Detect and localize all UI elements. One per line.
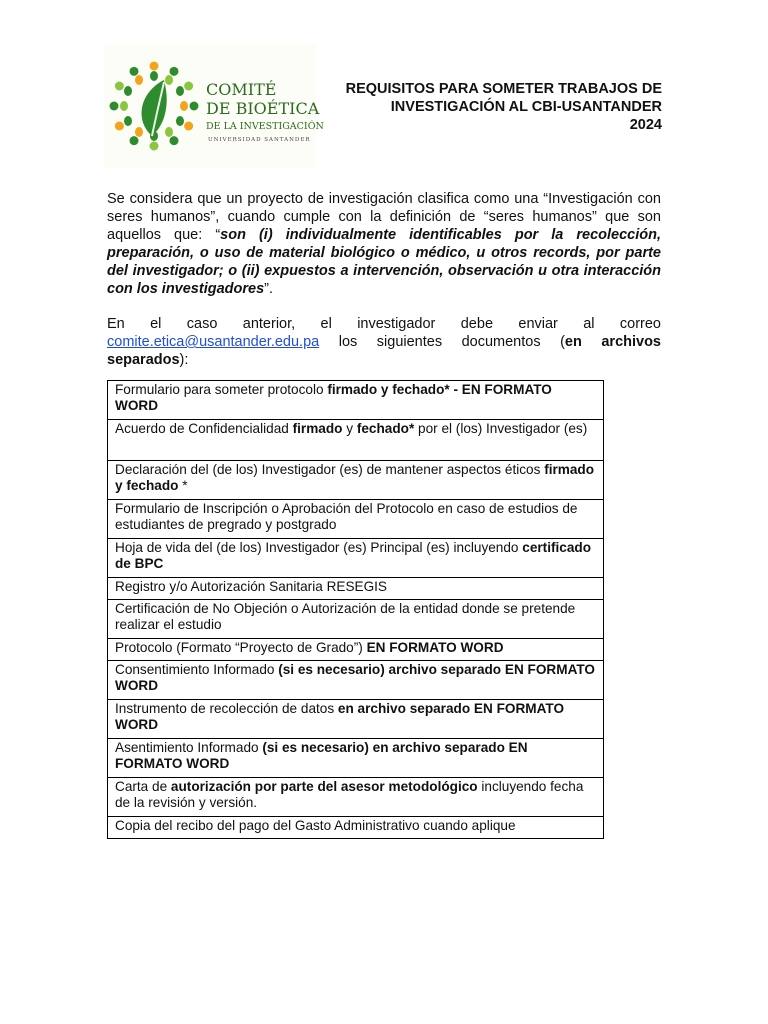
- requirement-cell: [108, 639, 604, 661]
- figure-body-icon: [120, 101, 128, 111]
- intro-paragraph: [107, 190, 661, 298]
- figure-head-icon: [150, 142, 159, 151]
- figure-head-icon: [184, 122, 193, 131]
- figure-body-icon: [135, 75, 143, 85]
- table-row: [108, 600, 604, 639]
- requirement-cell: [108, 778, 604, 817]
- figure-head-icon: [190, 102, 199, 111]
- requirement-cell: [108, 578, 604, 600]
- requirement-text: Acuerdo de Confidencialidad: [115, 421, 293, 436]
- intro-definition-quote: son (i) individualmente identificables por la recolección, preparación, o uso de material biológico o médico, u otros records, por parte del investigador; o (ii) expuestos a intervención, observación u otra interacción con los investigadores: [107, 227, 661, 297]
- requirement-text: Protocolo (Formato “Proyecto de Grado”): [115, 640, 367, 655]
- instruction-bold: en archivos separados: [107, 334, 661, 368]
- intro-text: Se considera que un proyecto de investigación clasifica como una “Investigación con seres humanos”, cuando cumple con la definición de “seres humanos” que son aquellos que: “: [107, 191, 661, 243]
- requirements-table: [107, 380, 604, 839]
- requirement-text: Formulario para someter protocolo: [115, 382, 328, 397]
- table-row: [108, 661, 604, 700]
- figure-head-icon: [115, 82, 124, 91]
- table-row: [108, 420, 604, 461]
- figure-body-icon: [150, 71, 158, 81]
- figure-body-icon: [165, 75, 173, 85]
- logo-title-line2: DE BIOÉTICA: [206, 99, 320, 118]
- figure-body-icon: [135, 127, 143, 137]
- figure-head-icon: [184, 82, 193, 91]
- table-row: [108, 700, 604, 739]
- requirement-text: por el (los) Investigador (es): [414, 421, 588, 436]
- logo-title-line3: DE LA INVESTIGACIÓN: [206, 121, 324, 132]
- email-link[interactable]: comite.etica@usantander.edu.pa: [107, 334, 320, 350]
- requirement-text: Certificación de No Objeción o Autorización de la entidad donde se pretende realizar el estudio: [115, 601, 576, 632]
- table-row: [108, 461, 604, 500]
- title-line-3: 2024: [629, 117, 662, 133]
- requirement-cell: [108, 600, 604, 639]
- requirement-cell: [108, 739, 604, 778]
- figure-body-icon: [180, 101, 188, 111]
- requirement-bold-text: autorización por parte del asesor metodológico: [170, 779, 478, 794]
- committee-logo: [104, 44, 324, 168]
- figure-body-icon: [176, 86, 184, 96]
- logo-title-line1: COMITÉ: [206, 80, 277, 99]
- requirement-cell: [108, 700, 604, 739]
- requirement-bold-text: EN FORMATO WORD: [366, 640, 504, 655]
- figure-head-icon: [130, 136, 139, 145]
- requirement-text: Registro y/o Autorización Sanitaria RESEGIS: [115, 579, 388, 594]
- document-title: [302, 80, 662, 134]
- title-line-2: INVESTIGACIÓN AL CBI-USANTANDER: [390, 99, 662, 115]
- leaf-emblem-icon: [104, 44, 208, 168]
- requirement-bold-text: firmado: [292, 421, 343, 436]
- figure-body-icon: [124, 86, 132, 96]
- instruction-end: ):: [179, 352, 189, 368]
- instruction-text: En el caso anterior, el investigador debe enviar al correo: [107, 316, 661, 332]
- requirement-cell: [108, 500, 604, 539]
- requirement-text: *: [178, 478, 188, 493]
- table-row: [108, 381, 604, 420]
- figure-head-icon: [115, 122, 124, 131]
- requirement-bold-text: en archivo separado EN FORMATO WORD: [115, 701, 565, 732]
- requirement-text: Asentimiento Informado: [115, 740, 263, 755]
- requirement-text: Copia del recibo del pago del Gasto Administrativo cuando aplique: [115, 818, 516, 833]
- instruction-middle: los siguientes documentos (: [319, 334, 565, 350]
- table-row: [108, 639, 604, 661]
- requirement-bold-text: firmado y fechado: [115, 462, 595, 493]
- figure-body-icon: [124, 116, 132, 126]
- figure-head-icon: [130, 67, 139, 76]
- figure-body-icon: [176, 116, 184, 126]
- table-row: [108, 817, 604, 839]
- table-row: [108, 778, 604, 817]
- requirement-cell: [108, 381, 604, 420]
- figure-head-icon: [170, 136, 179, 145]
- figure-head-icon: [170, 67, 179, 76]
- intro-end: ”.: [264, 281, 273, 297]
- requirement-bold-text: fechado*: [356, 421, 415, 436]
- requirement-bold-text: (si es necesario) archivo separado EN FORMATO WORD: [115, 662, 596, 693]
- requirement-text: Declaración del (de los) Investigador (es) de mantener aspectos éticos: [115, 462, 545, 477]
- requirement-text: Carta de: [115, 779, 171, 794]
- requirement-bold-text: certificado de BPC: [115, 540, 592, 571]
- requirement-text: Consentimiento Informado: [115, 662, 279, 677]
- figure-head-icon: [150, 62, 159, 71]
- requirement-cell: [108, 661, 604, 700]
- figure-body-icon: [165, 127, 173, 137]
- requirement-cell: [108, 461, 604, 500]
- requirement-text: y: [342, 421, 357, 436]
- table-row: [108, 539, 604, 578]
- instruction-paragraph: [107, 315, 661, 369]
- requirement-text: Instrumento de recolección de datos: [115, 701, 338, 716]
- requirement-text: Formulario de Inscripción o Aprobación del Protocolo en caso de estudios de estudiantes de pregrado y postgrado: [115, 501, 578, 532]
- requirement-cell: [108, 420, 604, 461]
- requirement-text: Hoja de vida del (de los) Investigador (es) Principal (es) incluyendo: [115, 540, 523, 555]
- requirement-text: incluyendo fecha de la revisión y versión.: [115, 779, 584, 810]
- table-row: [108, 578, 604, 600]
- requirement-cell: [108, 539, 604, 578]
- title-line-1: REQUISITOS PARA SOMETER TRABAJOS DE: [345, 81, 662, 97]
- logo-university-name: UNIVERSIDAD SANTANDER: [208, 137, 311, 143]
- figure-head-icon: [110, 102, 119, 111]
- requirement-bold-text: firmado y fechado* - EN FORMATO WORD: [115, 382, 552, 413]
- table-row: [108, 500, 604, 539]
- table-row: [108, 739, 604, 778]
- requirement-cell: [108, 817, 604, 839]
- requirement-bold-text: (si es necesario) en archivo separado EN FORMATO WORD: [115, 740, 528, 771]
